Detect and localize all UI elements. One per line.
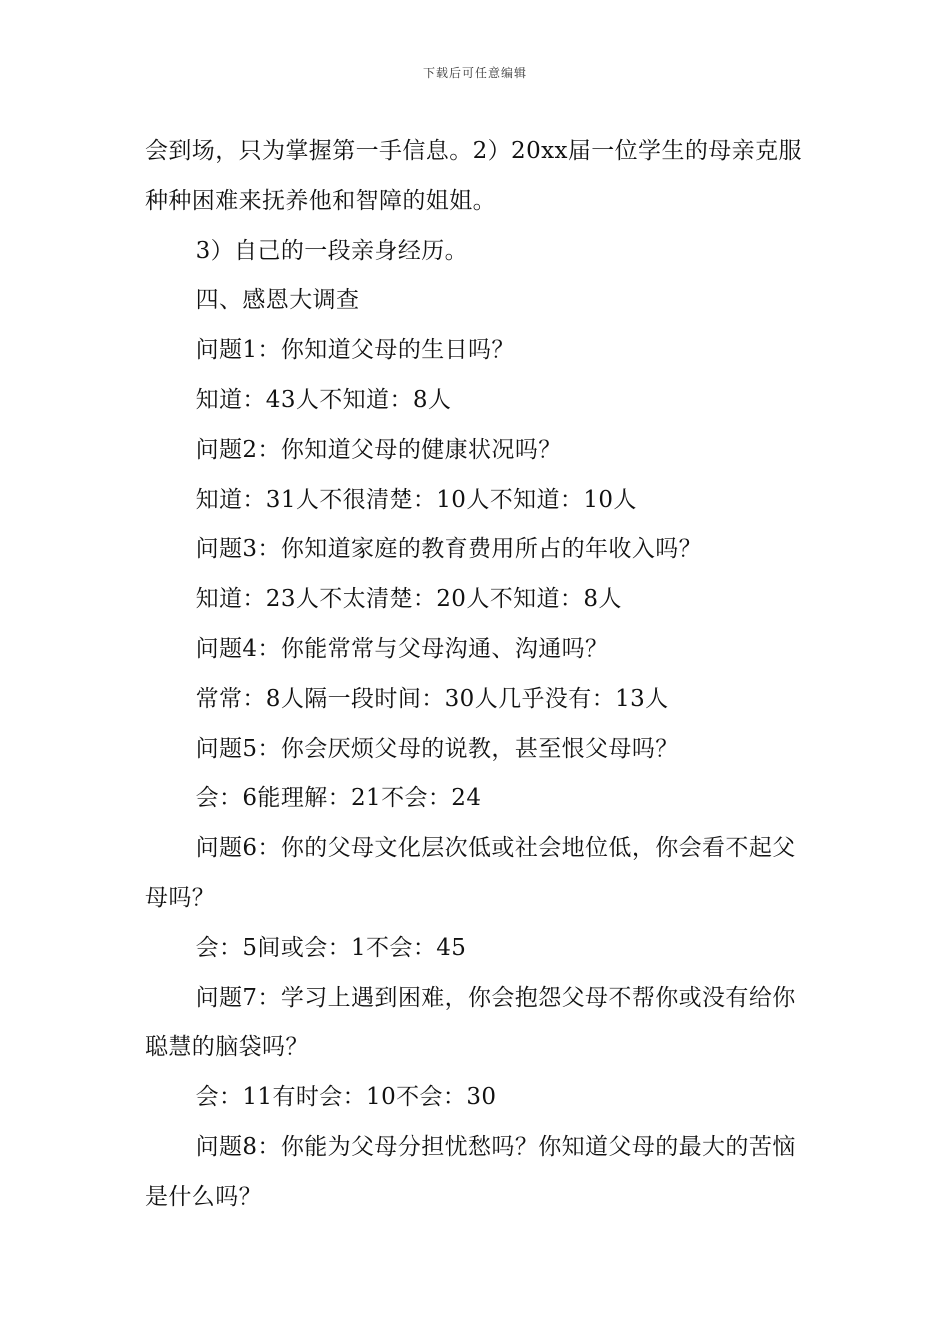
paragraph-personal-experience: 3）自己的一段亲身经历。 — [195, 237, 469, 264]
survey-answer-4: 常常：8人隔一段时间：30人几乎没有：13人 — [195, 685, 669, 712]
survey-question-7: 问题7：学习上遇到困难，你会抱怨父母不帮你或没有给你聪慧的脑袋吗？ — [145, 984, 796, 1061]
survey-answer-3: 知道：23人不太清楚：20人不知道：8人 — [195, 586, 622, 613]
section-heading-survey: 四、感恩大调查 — [195, 287, 360, 314]
survey-answer-1: 知道：43人不知道：8人 — [195, 386, 452, 413]
survey-question-6: 问题6：你的父母文化层次低或社会地位低，你会看不起父母吗？ — [145, 835, 796, 911]
survey-answer-5: 会：6能理解：21不会：24 — [195, 785, 482, 812]
survey-answer-7: 会：11有时会：10不会：30 — [195, 1084, 497, 1111]
document-body — [145, 127, 807, 1223]
survey-question-8: 问题8：你能为父母分担忧愁吗？你知道父母的最大的苦恼是什么吗？ — [145, 1133, 796, 1210]
survey-question-1: 问题1：你知道父母的生日吗？ — [195, 337, 515, 364]
paragraph-continuation: 会到场，只为掌握第一手信息。2）20xx届一位学生的母亲克服种种困难来抚养他和智障的姐姐。 — [145, 138, 802, 214]
survey-answer-6: 会：5间或会：1不会：45 — [195, 934, 467, 961]
survey-question-4: 问题4：你能常常与父母沟通、沟通吗？ — [195, 635, 609, 662]
survey-question-2: 问题2：你知道父母的健康状况吗？ — [195, 436, 562, 463]
survey-question-3: 问题3：你知道家庭的教育费用所占的年收入吗？ — [195, 536, 703, 563]
survey-answer-2: 知道：31人不很清楚：10人不知道：10人 — [195, 486, 637, 513]
survey-question-5: 问题5：你会厌烦父母的说教，甚至恨父母吗？ — [195, 735, 679, 762]
page-header: 下载后可任意编辑 — [422, 66, 527, 80]
